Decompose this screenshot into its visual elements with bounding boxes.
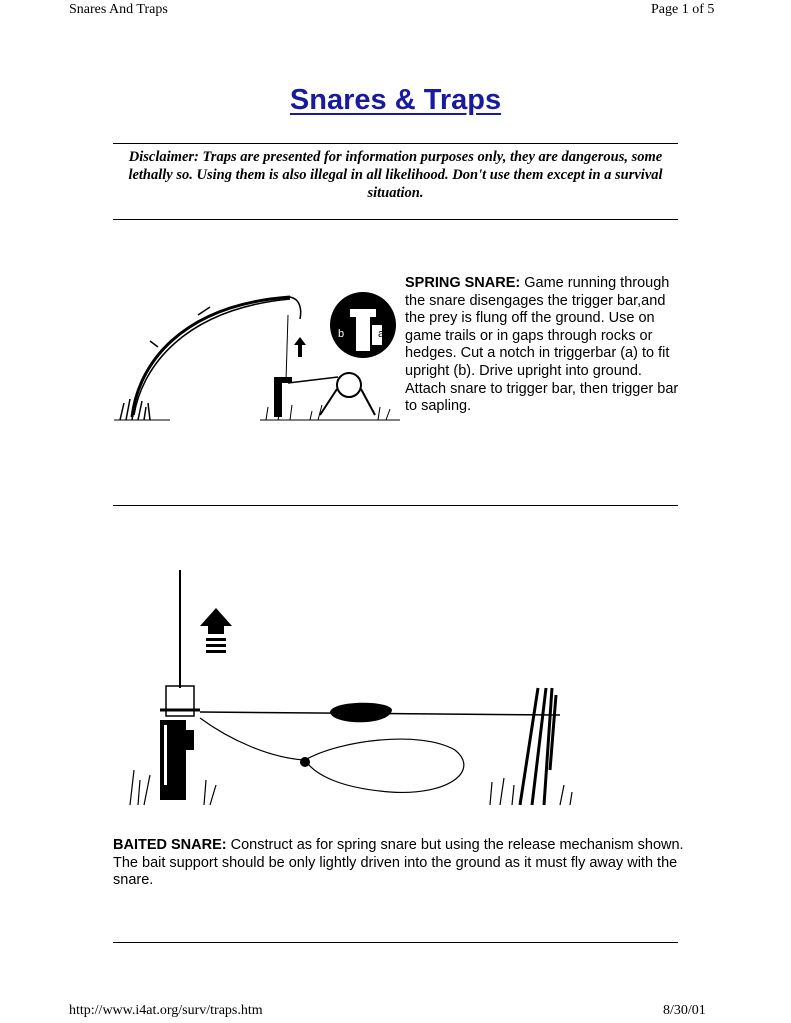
footer-date: 8/30/01 <box>663 1003 706 1018</box>
baited-snare-text: Construct as for spring snare but using the release mechanism shown. The bait support should be only lightly driven into the ground as it must fly away with the snare. <box>113 837 684 889</box>
divider <box>113 942 678 943</box>
disclaimer-text: Disclaimer: Traps are presented for information purposes only, they are dangerous, some lethally so. Using them is also illegal in all likelihood. Don't use them except in a survival situation. <box>128 149 663 201</box>
header-page-number: Page 1 of 5 <box>651 2 715 17</box>
divider <box>113 143 678 144</box>
label-a: a <box>378 328 385 340</box>
header-site-title: Snares And Traps <box>69 2 168 17</box>
spring-snare-heading: SPRING SNARE: <box>405 275 521 291</box>
spring-snare-description <box>405 275 685 416</box>
baited-snare-description <box>113 837 685 890</box>
footer-url: http://www.i4at.org/surv/traps.htm <box>69 1003 263 1018</box>
divider <box>113 505 678 506</box>
baited-snare-heading: BAITED SNARE: <box>113 837 227 853</box>
divider <box>113 219 678 220</box>
spring-snare-illustration <box>110 285 400 425</box>
baited-snare-illustration <box>120 570 580 805</box>
label-b: b <box>338 328 345 340</box>
spring-snare-text: Game running through the snare disengages the trigger bar,and the prey is flung off the ground. Use on game trails or in gaps through rocks or hedges. Cut a notch in triggerbar (a) to fit upright (b). Drive upright into ground. Attach snare to trigger bar, then trigger bar to sapling. <box>405 275 679 415</box>
page-title: Snares & Traps <box>289 84 502 116</box>
